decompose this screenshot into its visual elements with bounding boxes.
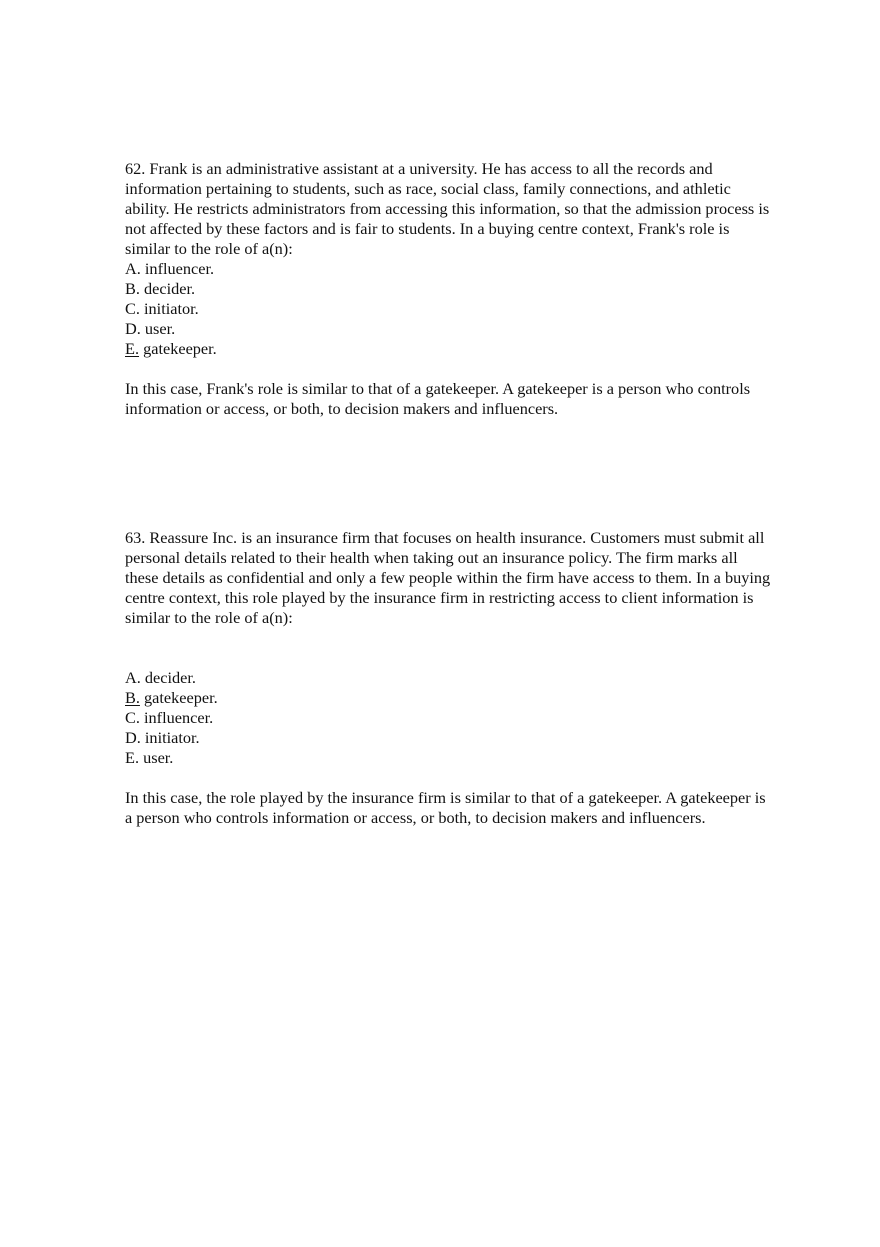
option-letter: C. xyxy=(125,299,140,318)
option-letter: C. xyxy=(125,708,140,727)
option-letter: B. xyxy=(125,688,140,707)
answer-option-e xyxy=(125,339,775,359)
answer-option-b xyxy=(125,688,775,708)
option-letter: E. xyxy=(125,339,140,358)
option-letter: A. xyxy=(125,259,141,278)
option-letter: D. xyxy=(125,728,141,747)
option-text: user. xyxy=(140,319,176,338)
answer-option-c xyxy=(125,708,775,728)
answer-option-d xyxy=(125,319,775,339)
option-letter: E. xyxy=(125,748,140,767)
option-text: initiator. xyxy=(139,299,199,318)
answer-option-e xyxy=(125,748,775,768)
answer-option-a xyxy=(125,668,775,688)
answer-option-d xyxy=(125,728,775,748)
option-letter: B. xyxy=(125,279,140,298)
question-stem: 62. Frank is an administrative assistant at a university. He has access to all the records and information pertaining to students, such as race, social class, family connections, and athletic ability. He restricts administrators from accessing this information, so that the admission process is not affected by these factors and is fair to students. In a buying centre context, Frank's role is similar to the role of a(n): xyxy=(125,159,770,258)
answer-options xyxy=(125,668,775,768)
answer-explanation: In this case, the role played by the insurance firm is similar to that of a gatekeeper. A gatekeeper is a person who controls information or access, or both, to decision makers and influencers. xyxy=(125,788,766,827)
question-63 xyxy=(125,528,775,828)
option-text: gatekeeper. xyxy=(139,688,218,707)
option-letter: D. xyxy=(125,319,141,338)
answer-option-b xyxy=(125,279,775,299)
option-text: decider. xyxy=(139,279,196,298)
option-text: influencer. xyxy=(140,259,215,278)
option-letter: A. xyxy=(125,668,141,687)
answer-option-a xyxy=(125,259,775,279)
answer-option-c xyxy=(125,299,775,319)
option-text: gatekeeper. xyxy=(139,339,217,358)
question-62 xyxy=(125,159,775,419)
question-stem: 63. Reassure Inc. is an insurance firm that focuses on health insurance. Customers must submit all personal details related to their health when taking out an insurance policy. The firm marks all these details as confidential and only a few people within the firm have access to them. In a buying centre context, this role played by the insurance firm in restricting access to client information is similar to the role of a(n): xyxy=(125,528,771,627)
option-text: initiator. xyxy=(140,728,200,747)
answer-options xyxy=(125,259,775,359)
option-text: influencer. xyxy=(139,708,214,727)
option-text: user. xyxy=(139,748,174,767)
answer-explanation: In this case, Frank's role is similar to that of a gatekeeper. A gatekeeper is a person who controls information or access, or both, to decision makers and influencers. xyxy=(125,379,751,418)
option-text: decider. xyxy=(140,668,196,687)
